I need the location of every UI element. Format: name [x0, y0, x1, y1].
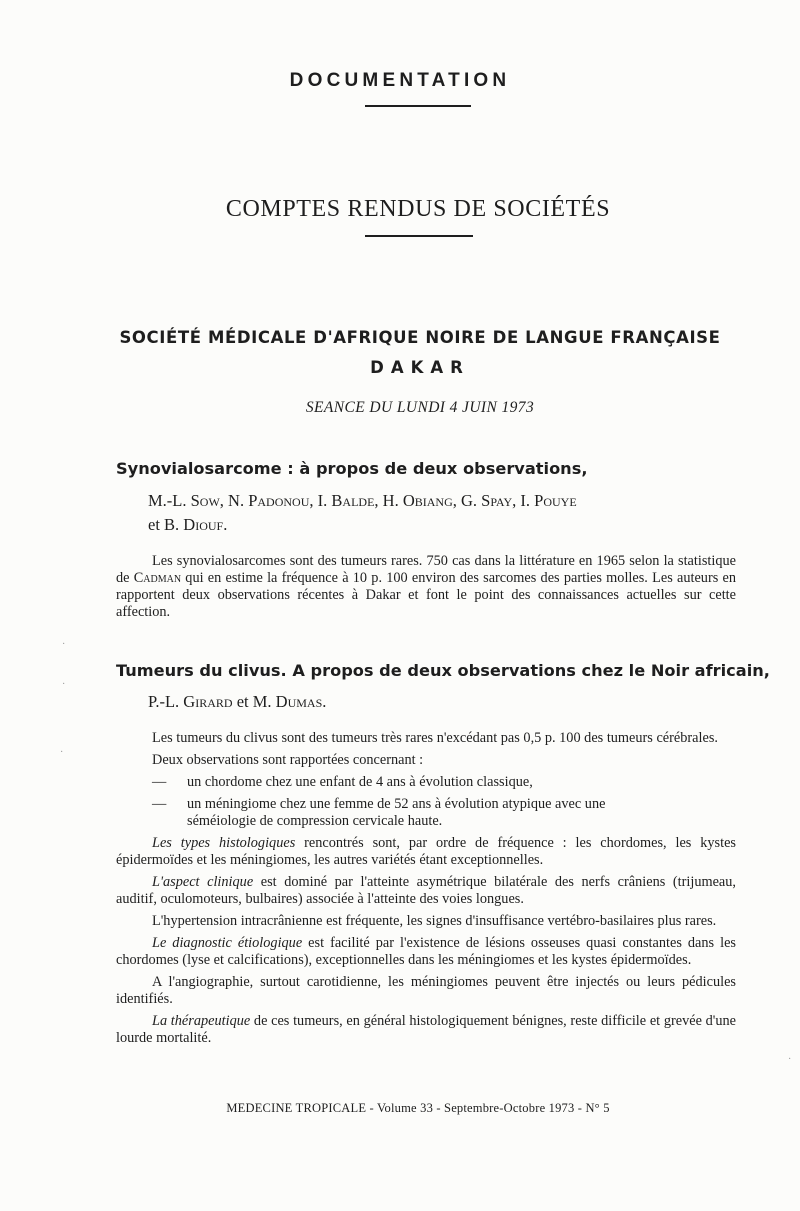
journal-footer: MEDECINE TROPICALE - Volume 33 - Septembre-Octobre 1973 - N° 5: [226, 1101, 610, 1115]
author-name: Balde: [331, 491, 375, 510]
scan-speck: ·: [60, 747, 64, 758]
author-initials: et M.: [232, 692, 276, 711]
paragraph-text: est facilité par l'existence de lésions osseuses quasi constantes dans les chordomes (lyse et calcifications), exceptionnelles dans les méningiomes et les kystes épidermoïdes.: [116, 935, 736, 968]
emphasis: Le diagnostic étiologique: [152, 935, 303, 951]
paragraph: Deux observations sont rapportées concernant :: [152, 752, 424, 768]
author-initials: M.-L.: [148, 491, 191, 510]
article-body: [116, 553, 736, 626]
paragraph: [116, 1013, 736, 1047]
list-item: [116, 796, 736, 813]
punctuation: .: [223, 515, 228, 534]
author-name: Sow: [190, 491, 220, 510]
paragraph-text: Les synovialosarcomes sont des tumeurs rares. 750 cas dans la littérature en 1965 selon la statistique de: [116, 553, 736, 586]
list-item-text: un méningiome chez une femme de 52 ans à évolution atypique avec une: [187, 796, 606, 812]
paragraph-text: de ces tumeurs, en général histologiquement bénignes, reste difficile et grevée d'une lourde mortalité.: [116, 1013, 736, 1046]
author-name: Spay: [481, 491, 513, 510]
scan-speck: ·: [62, 679, 66, 690]
list-item-text: un chordome chez une enfant de 4 ans à évolution classique,: [187, 774, 533, 790]
article-authors: [148, 690, 738, 714]
cited-author: Cadman: [133, 570, 182, 586]
dash-marker: —: [152, 796, 167, 812]
paragraph: Les tumeurs du clivus sont des tumeurs très rares n'excédant pas 0,5 p. 100 des tumeurs cérébrales.: [152, 730, 718, 746]
scan-speck: ·: [62, 639, 66, 650]
subsection-heading: COMPTES RENDUS DE SOCIÉTÉS: [225, 196, 611, 222]
session-date: SEANCE DU LUNDI 4 JUIN 1973: [305, 399, 535, 416]
emphasis: Les types histologiques: [152, 835, 296, 851]
paragraph-text: rencontrés sont, par ordre de fréquence : les chordomes, les kystes épidermoïdes et les méningiomes, les autres variétés étant exceptionnelles.: [116, 835, 736, 868]
paragraph: [116, 553, 736, 621]
article-authors: [148, 489, 738, 537]
divider-rule: [365, 105, 471, 107]
divider-rule: [365, 235, 473, 237]
author-name: Dumas: [275, 692, 323, 711]
paragraph: L'hypertension intracrânienne est fréquente, les signes d'insuffisance vertébro-basilaires plus rares.: [152, 913, 717, 929]
emphasis: La thérapeutique: [152, 1013, 251, 1029]
paragraph-text: qui en estime la fréquence à 10 p. 100 environ des sarcomes des parties molles. Les auteurs en rapportent deux observations récentes à Dakar et font le point des connaissances actuelles sur cette affection.: [116, 570, 736, 620]
author-initials: , I.: [512, 491, 535, 510]
author-initials: , N.: [219, 491, 249, 510]
section-heading: DOCUMENTATION: [289, 70, 511, 91]
list-item-continuation: séméiologie de compression cervicale haute.: [187, 813, 443, 829]
authors-line: [148, 489, 738, 513]
paragraph-text: est dominé par l'atteinte asymétrique bilatérale des nerfs crâniens (trijumeau, auditif, oculomoteurs, bulbaires) associée à l'atteinte des voies longues.: [116, 874, 736, 907]
author-name: Padonou: [248, 491, 310, 510]
society-city: DAKAR: [370, 358, 470, 377]
author-initials: et B.: [148, 515, 184, 534]
paragraph: [116, 935, 736, 969]
paragraph: A l'angiographie, surtout carotidienne, les méningiomes peuvent être injectés ou leurs pédicules identifiés.: [116, 974, 736, 1007]
author-name: Pouye: [534, 491, 577, 510]
punctuation: .: [322, 692, 327, 711]
author-initials: P.-L.: [148, 692, 184, 711]
author-name: Girard: [183, 692, 233, 711]
author-initials: , G.: [452, 491, 482, 510]
society-name: SOCIÉTÉ MÉDICALE D'AFRIQUE NOIRE DE LANGUE FRANÇAISE: [119, 328, 721, 347]
emphasis: L'aspect clinique: [152, 874, 254, 890]
author-initials: , I.: [309, 491, 332, 510]
paragraph: [116, 835, 736, 869]
author-initials: , H.: [374, 491, 403, 510]
scan-speck: ·: [788, 1054, 792, 1065]
article-title: Tumeurs du clivus. A propos de deux observations chez le Noir africain,: [116, 661, 770, 680]
article-body: [116, 730, 736, 1052]
author-name: Diouf: [183, 515, 224, 534]
paragraph: [116, 874, 736, 908]
list-item: [116, 774, 736, 791]
authors-line: [148, 513, 738, 537]
author-name: Obiang: [402, 491, 453, 510]
dash-marker: —: [152, 774, 167, 790]
article-title: Synovialosarcome : à propos de deux observations,: [116, 459, 588, 478]
